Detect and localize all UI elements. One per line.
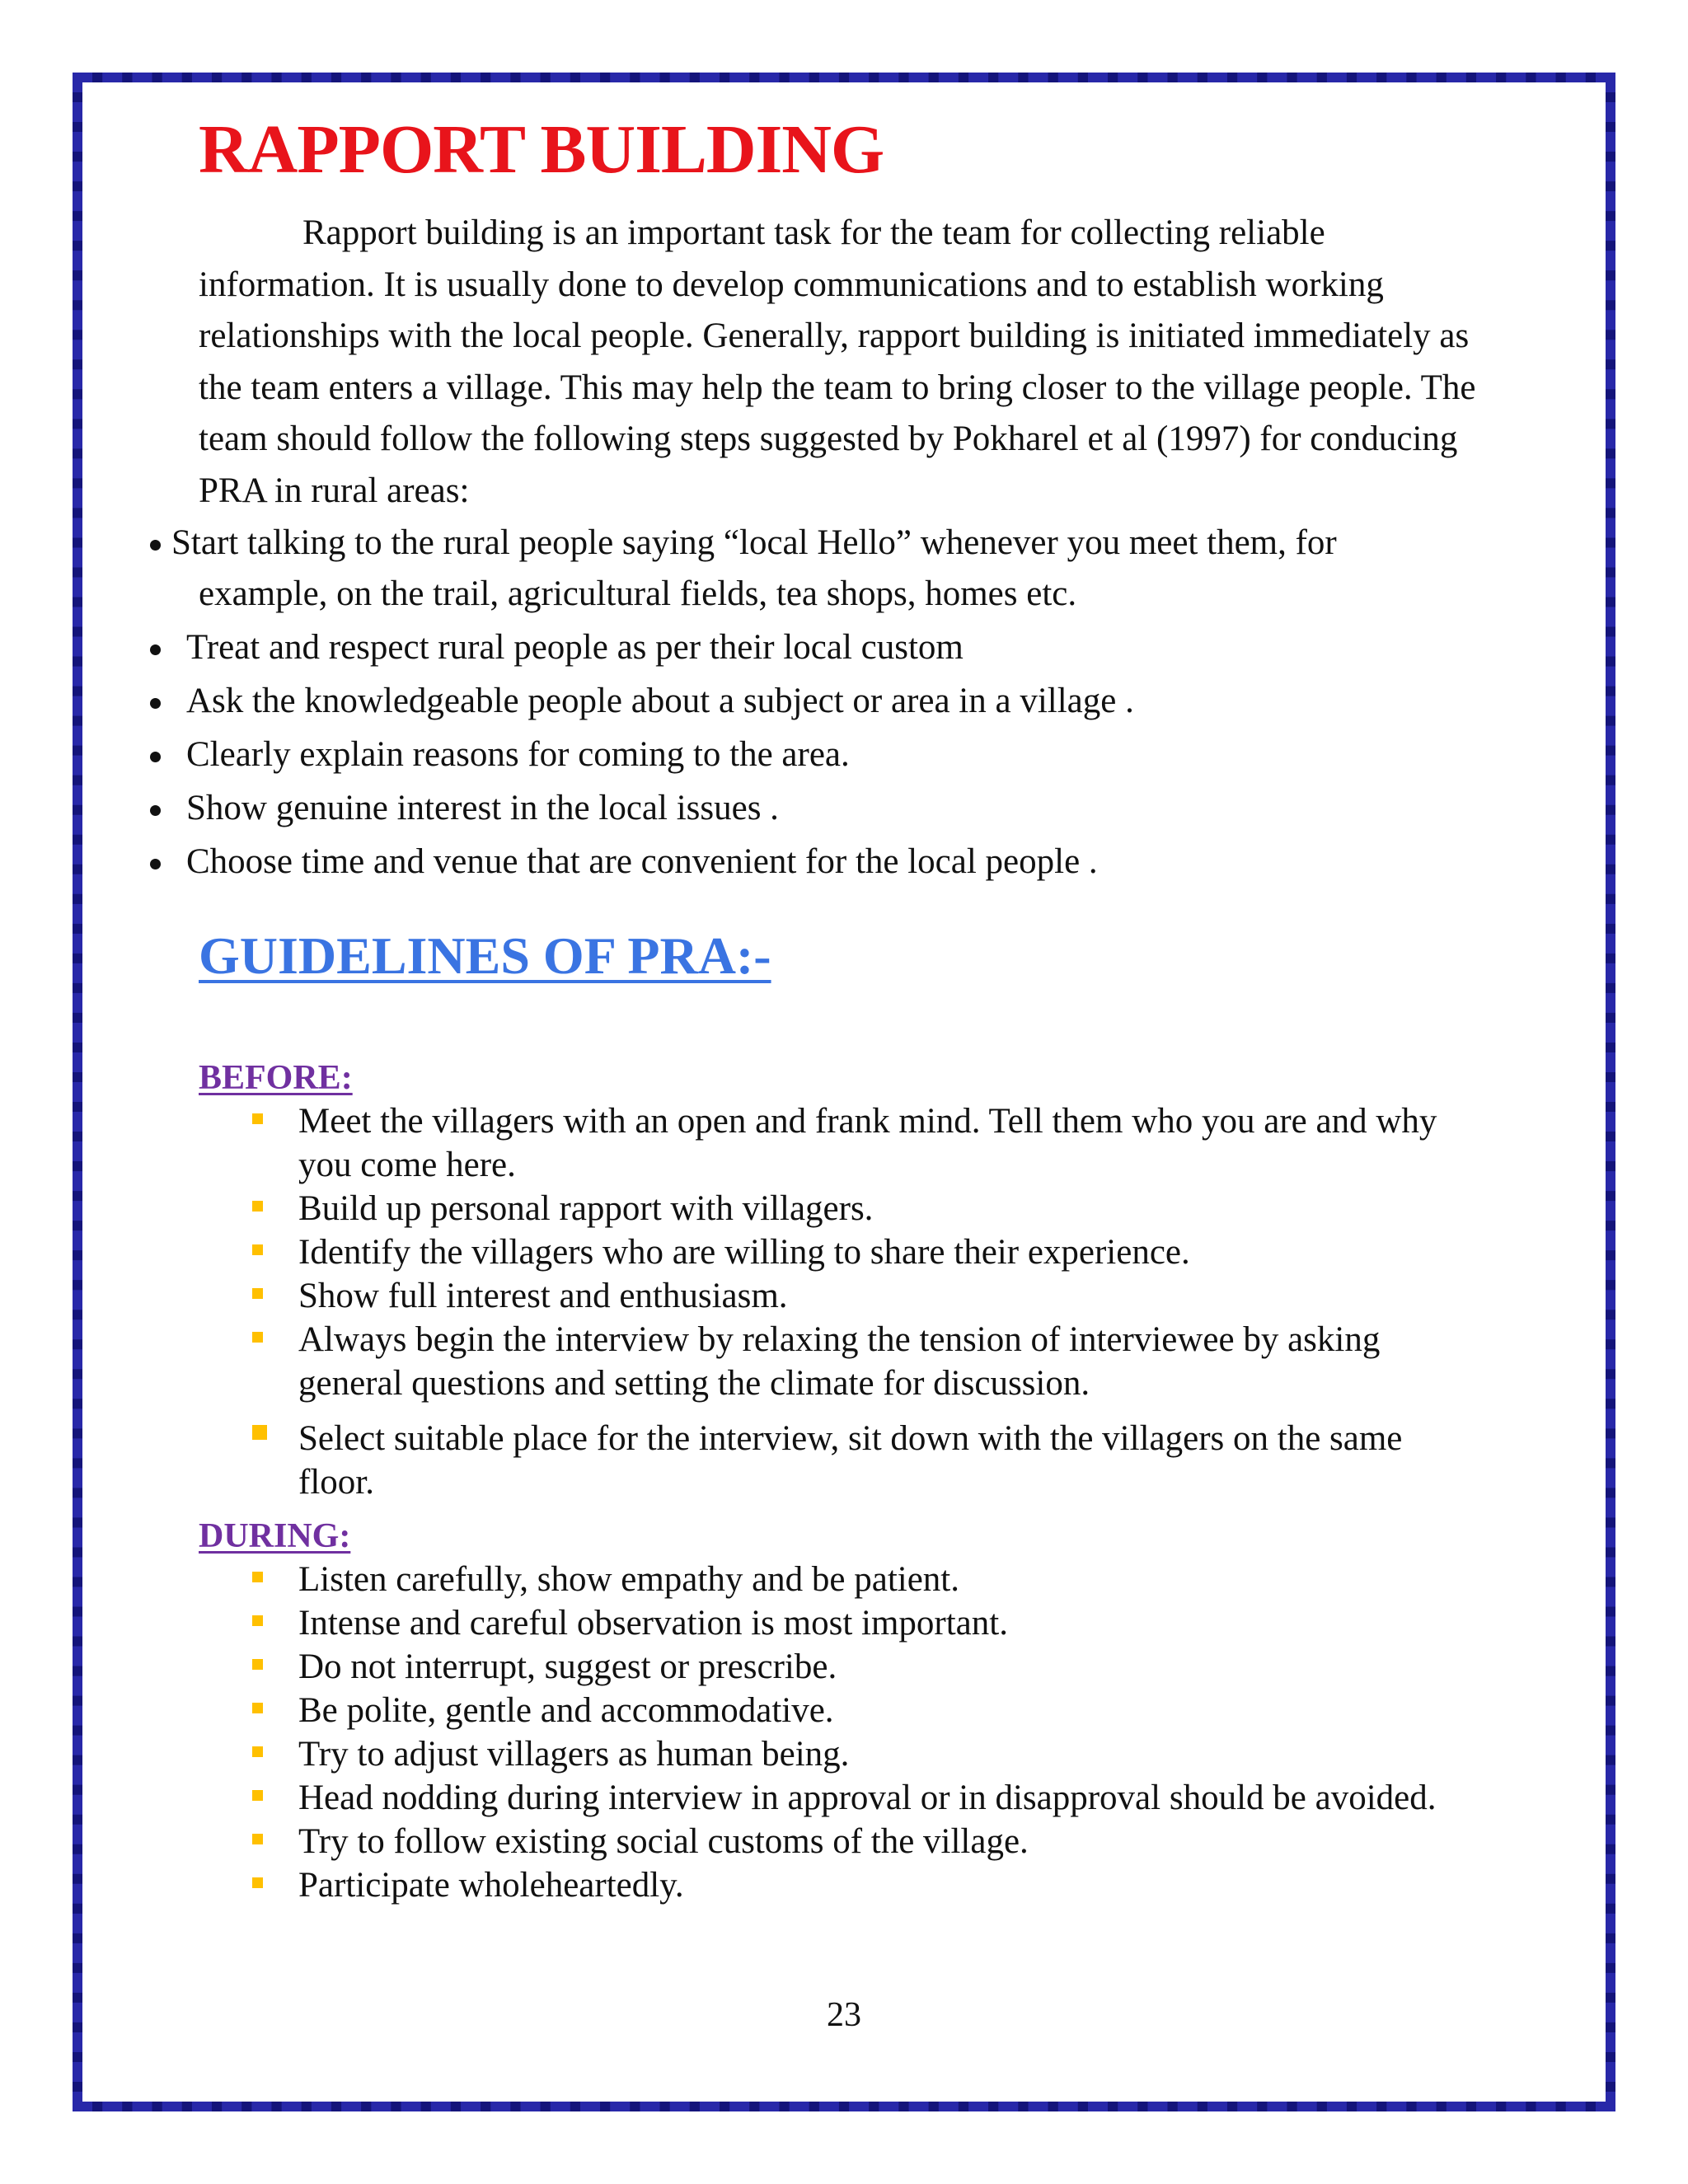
rapport-steps-list: [147, 518, 1515, 890]
during-label: DURING:: [199, 1517, 351, 1555]
list-item-text: Try to follow existing social customs of the village.: [298, 1822, 1029, 1861]
list-item: [247, 1318, 1484, 1405]
bullet-dot-icon: [150, 752, 161, 762]
list-item: [147, 622, 1515, 673]
square-bullet-icon: [252, 1877, 263, 1888]
list-item-text: Try to adjust villagers as human being.: [298, 1735, 850, 1774]
bullet-dot-icon: [150, 805, 161, 816]
list-item: [247, 1776, 1484, 1820]
list-item-continuation: example, on the trail, agricultural fields, tea shops, homes etc.: [199, 574, 1077, 613]
list-item-text: Select suitable place for the interview, sit down with the villagers on the same floor.: [298, 1419, 1403, 1502]
guidelines-heading: GUIDELINES OF PRA:-: [199, 926, 771, 985]
list-item: [147, 676, 1515, 727]
intro-paragraph: Rapport building is an important task for the team for collecting reliable information. It is usually done to develop communications and to establish working relationships with the local people. Generally, rapport building is initiated immediately as the team enters a village. This may help the team to bring closer to the village people. The team should follow the following steps suggested by Pokharel et al (1997) for conducing PRA in rural areas:: [199, 213, 1476, 510]
during-list: [247, 1558, 1484, 1907]
square-bullet-icon: [252, 1746, 263, 1757]
square-bullet-icon: [252, 1834, 263, 1844]
list-item: [147, 518, 1515, 620]
list-item-text: Meet the villagers with an open and frank mind. Tell them who you are and why you come here.: [298, 1102, 1437, 1184]
list-item: [247, 1558, 1484, 1601]
list-item-text: Clearly explain reasons for coming to the area.: [186, 735, 850, 774]
list-item-text: Choose time and venue that are convenient for the local people .: [186, 842, 1098, 881]
square-bullet-icon: [252, 1288, 263, 1299]
square-bullet-icon: [252, 1572, 263, 1582]
square-bullet-icon: [252, 1615, 263, 1626]
page-title: RAPPORT BUILDING: [199, 111, 884, 188]
list-item: [247, 1274, 1484, 1318]
list-item-text: Intense and careful observation is most important.: [298, 1604, 1008, 1643]
list-item-text: Participate wholeheartedly.: [298, 1866, 684, 1905]
square-bullet-icon: [252, 1425, 267, 1440]
square-bullet-icon: [252, 1201, 263, 1212]
list-item-text: Be polite, gentle and accommodative.: [298, 1691, 834, 1730]
list-item-text: Head nodding during interview in approval or in disapproval should be avoided.: [298, 1779, 1437, 1817]
before-list: [247, 1099, 1484, 1504]
list-item-text: Treat and respect rural people as per their local custom: [186, 628, 964, 667]
list-item-text: Identify the villagers who are willing to share their experience.: [298, 1233, 1190, 1272]
square-bullet-icon: [252, 1659, 263, 1670]
list-item: [247, 1417, 1484, 1504]
list-item: [247, 1863, 1484, 1907]
list-item: [247, 1230, 1484, 1274]
square-bullet-icon: [252, 1113, 263, 1124]
list-item: [247, 1601, 1484, 1645]
list-item: [247, 1689, 1484, 1732]
list-item: [147, 837, 1515, 888]
list-item-text: Show genuine interest in the local issues .: [186, 789, 779, 827]
list-item: [247, 1187, 1484, 1230]
list-item: [247, 1099, 1484, 1187]
before-label: BEFORE:: [199, 1059, 353, 1097]
list-item-text: Show full interest and enthusiasm.: [298, 1277, 788, 1315]
bullet-dot-icon: [150, 540, 161, 551]
list-item-text: Ask the knowledgeable people about a subject or area in a village .: [186, 682, 1134, 720]
bullet-dot-icon: [150, 698, 161, 709]
list-item: [247, 1645, 1484, 1689]
list-item: [147, 783, 1515, 834]
square-bullet-icon: [252, 1332, 263, 1343]
list-item-text: Listen carefully, show empathy and be patient.: [298, 1560, 960, 1599]
list-item-text: Start talking to the rural people saying “local Hello” whenever you meet them, for: [171, 523, 1337, 562]
list-item: [147, 729, 1515, 780]
list-item-text: Build up personal rapport with villagers.: [298, 1189, 874, 1228]
square-bullet-icon: [252, 1703, 263, 1713]
page-number: 23: [827, 1996, 861, 2034]
square-bullet-icon: [252, 1244, 263, 1255]
square-bullet-icon: [252, 1790, 263, 1801]
list-item-text: Always begin the interview by relaxing the tension of interviewee by asking general questions and setting the climate for discussion.: [298, 1320, 1381, 1403]
list-item-text: Do not interrupt, suggest or prescribe.: [298, 1647, 837, 1686]
bullet-dot-icon: [150, 859, 161, 869]
bullet-dot-icon: [150, 644, 161, 655]
list-item: [247, 1732, 1484, 1776]
list-item: [247, 1820, 1484, 1863]
